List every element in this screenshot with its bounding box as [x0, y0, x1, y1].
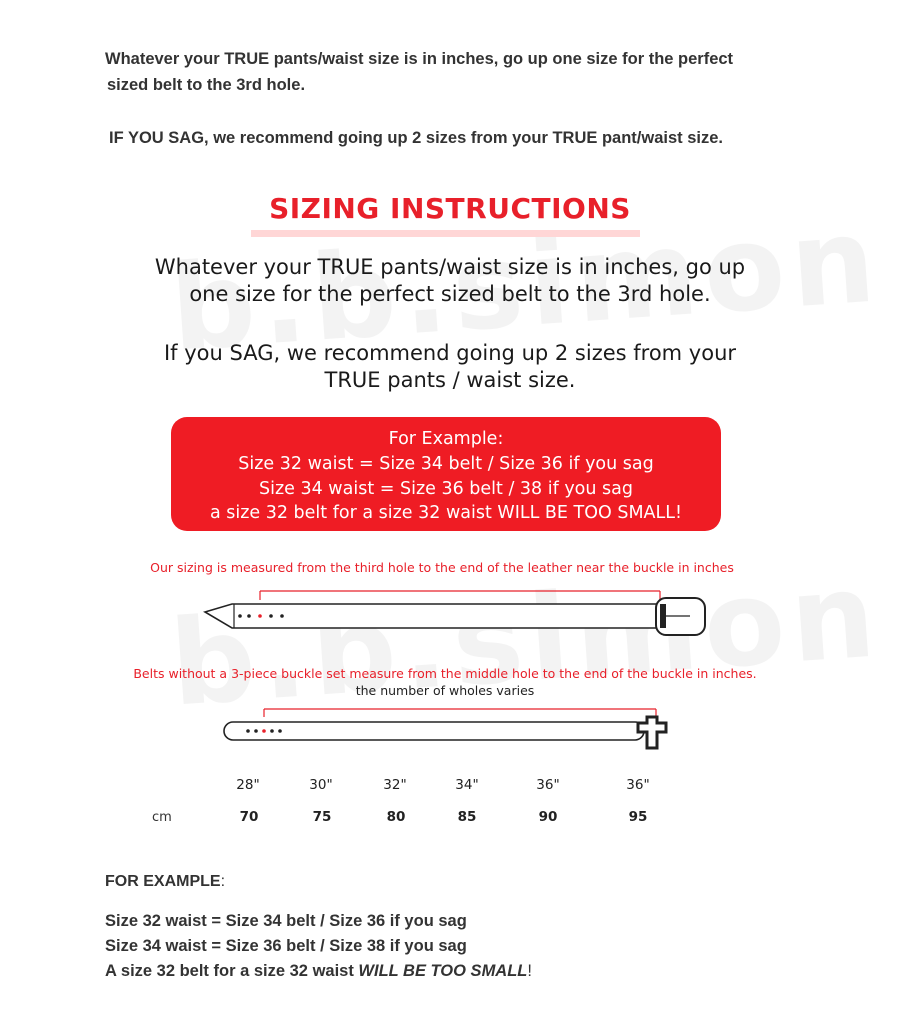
intro-sag-text: IF YOU SAG, we recommend going up 2 sizes from your TRUE pant/waist size. — [109, 129, 723, 147]
graphic-sag-line-2: TRUE pants / waist size. — [324, 368, 576, 392]
intro-text-line-2: sized belt to the 3rd hole. — [107, 76, 306, 94]
belt-diagrams — [100, 180, 800, 845]
holes-vary-note: the number of wholes varies — [355, 683, 535, 698]
measurement-note-buckle: Our sizing is measured from the third hole to the end of the leather near the buckle in inches — [150, 560, 734, 575]
size-cm-value: 95 — [628, 809, 648, 825]
size-inch-label: 36" — [626, 777, 650, 793]
graphic-title: SIZING INSTRUCTIONS — [269, 192, 631, 225]
size-cm-value: 80 — [386, 809, 406, 825]
size-cm-value: 90 — [538, 809, 558, 825]
example-heading: For Example: — [388, 429, 504, 449]
intro-text-line-1: Whatever your TRUE pants/waist size is in inches, go up one size for the perfect — [105, 50, 734, 68]
exclamation: ! — [527, 962, 532, 980]
example-text-line-3 — [105, 962, 532, 981]
measurement-bracket-2 — [264, 709, 656, 717]
example-line-3-prefix: A size 32 belt for a size 32 waist — [105, 962, 359, 980]
example-line-1: Size 32 waist = Size 34 belt / Size 36 if you sag — [238, 454, 654, 474]
graphic-sag-line-1: If you SAG, we recommend going up 2 sizes from your — [163, 341, 737, 365]
example-text-line-2: Size 34 waist = Size 36 belt / Size 38 if you sag — [105, 937, 467, 955]
graphic-instruction-line-1: Whatever your TRUE pants/waist size is in inches, go up — [154, 255, 746, 279]
size-cm-value: 75 — [312, 809, 332, 825]
graphic-instruction-line-2: one size for the perfect sized belt to the 3rd hole. — [189, 282, 711, 306]
belt-with-buckle-icon — [205, 598, 705, 635]
size-inch-label: 34" — [455, 777, 479, 793]
for-example-colon: : — [220, 873, 226, 890]
size-inch-label: 30" — [309, 777, 333, 793]
size-cm-value: 70 — [239, 809, 259, 825]
belt-with-cross-buckle-icon — [224, 717, 666, 748]
measurement-bracket-1 — [260, 591, 660, 600]
size-cm-value: 85 — [457, 809, 477, 825]
for-example-label: FOR EXAMPLE — [105, 873, 221, 890]
measurement-note-no-buckle: Belts without a 3-piece buckle set measure from the middle hole to the end of the buckle in inches. — [133, 666, 757, 681]
too-small-emphasis: WILL BE TOO SMALL — [358, 962, 528, 980]
example-line-2: Size 34 waist = Size 36 belt / 38 if you sag — [258, 479, 633, 499]
example-text-line-1: Size 32 waist = Size 34 belt / Size 36 if you sag — [105, 912, 467, 930]
example-warning: a size 32 belt for a size 32 waist WILL BE TOO SMALL! — [209, 503, 683, 523]
size-inch-label: 36" — [536, 777, 560, 793]
for-example-heading — [105, 873, 225, 891]
cm-unit-label: cm — [152, 810, 172, 825]
size-inch-label: 32" — [383, 777, 407, 793]
size-inch-label: 28" — [236, 777, 260, 793]
sizing-instructions-graphic — [100, 180, 800, 845]
